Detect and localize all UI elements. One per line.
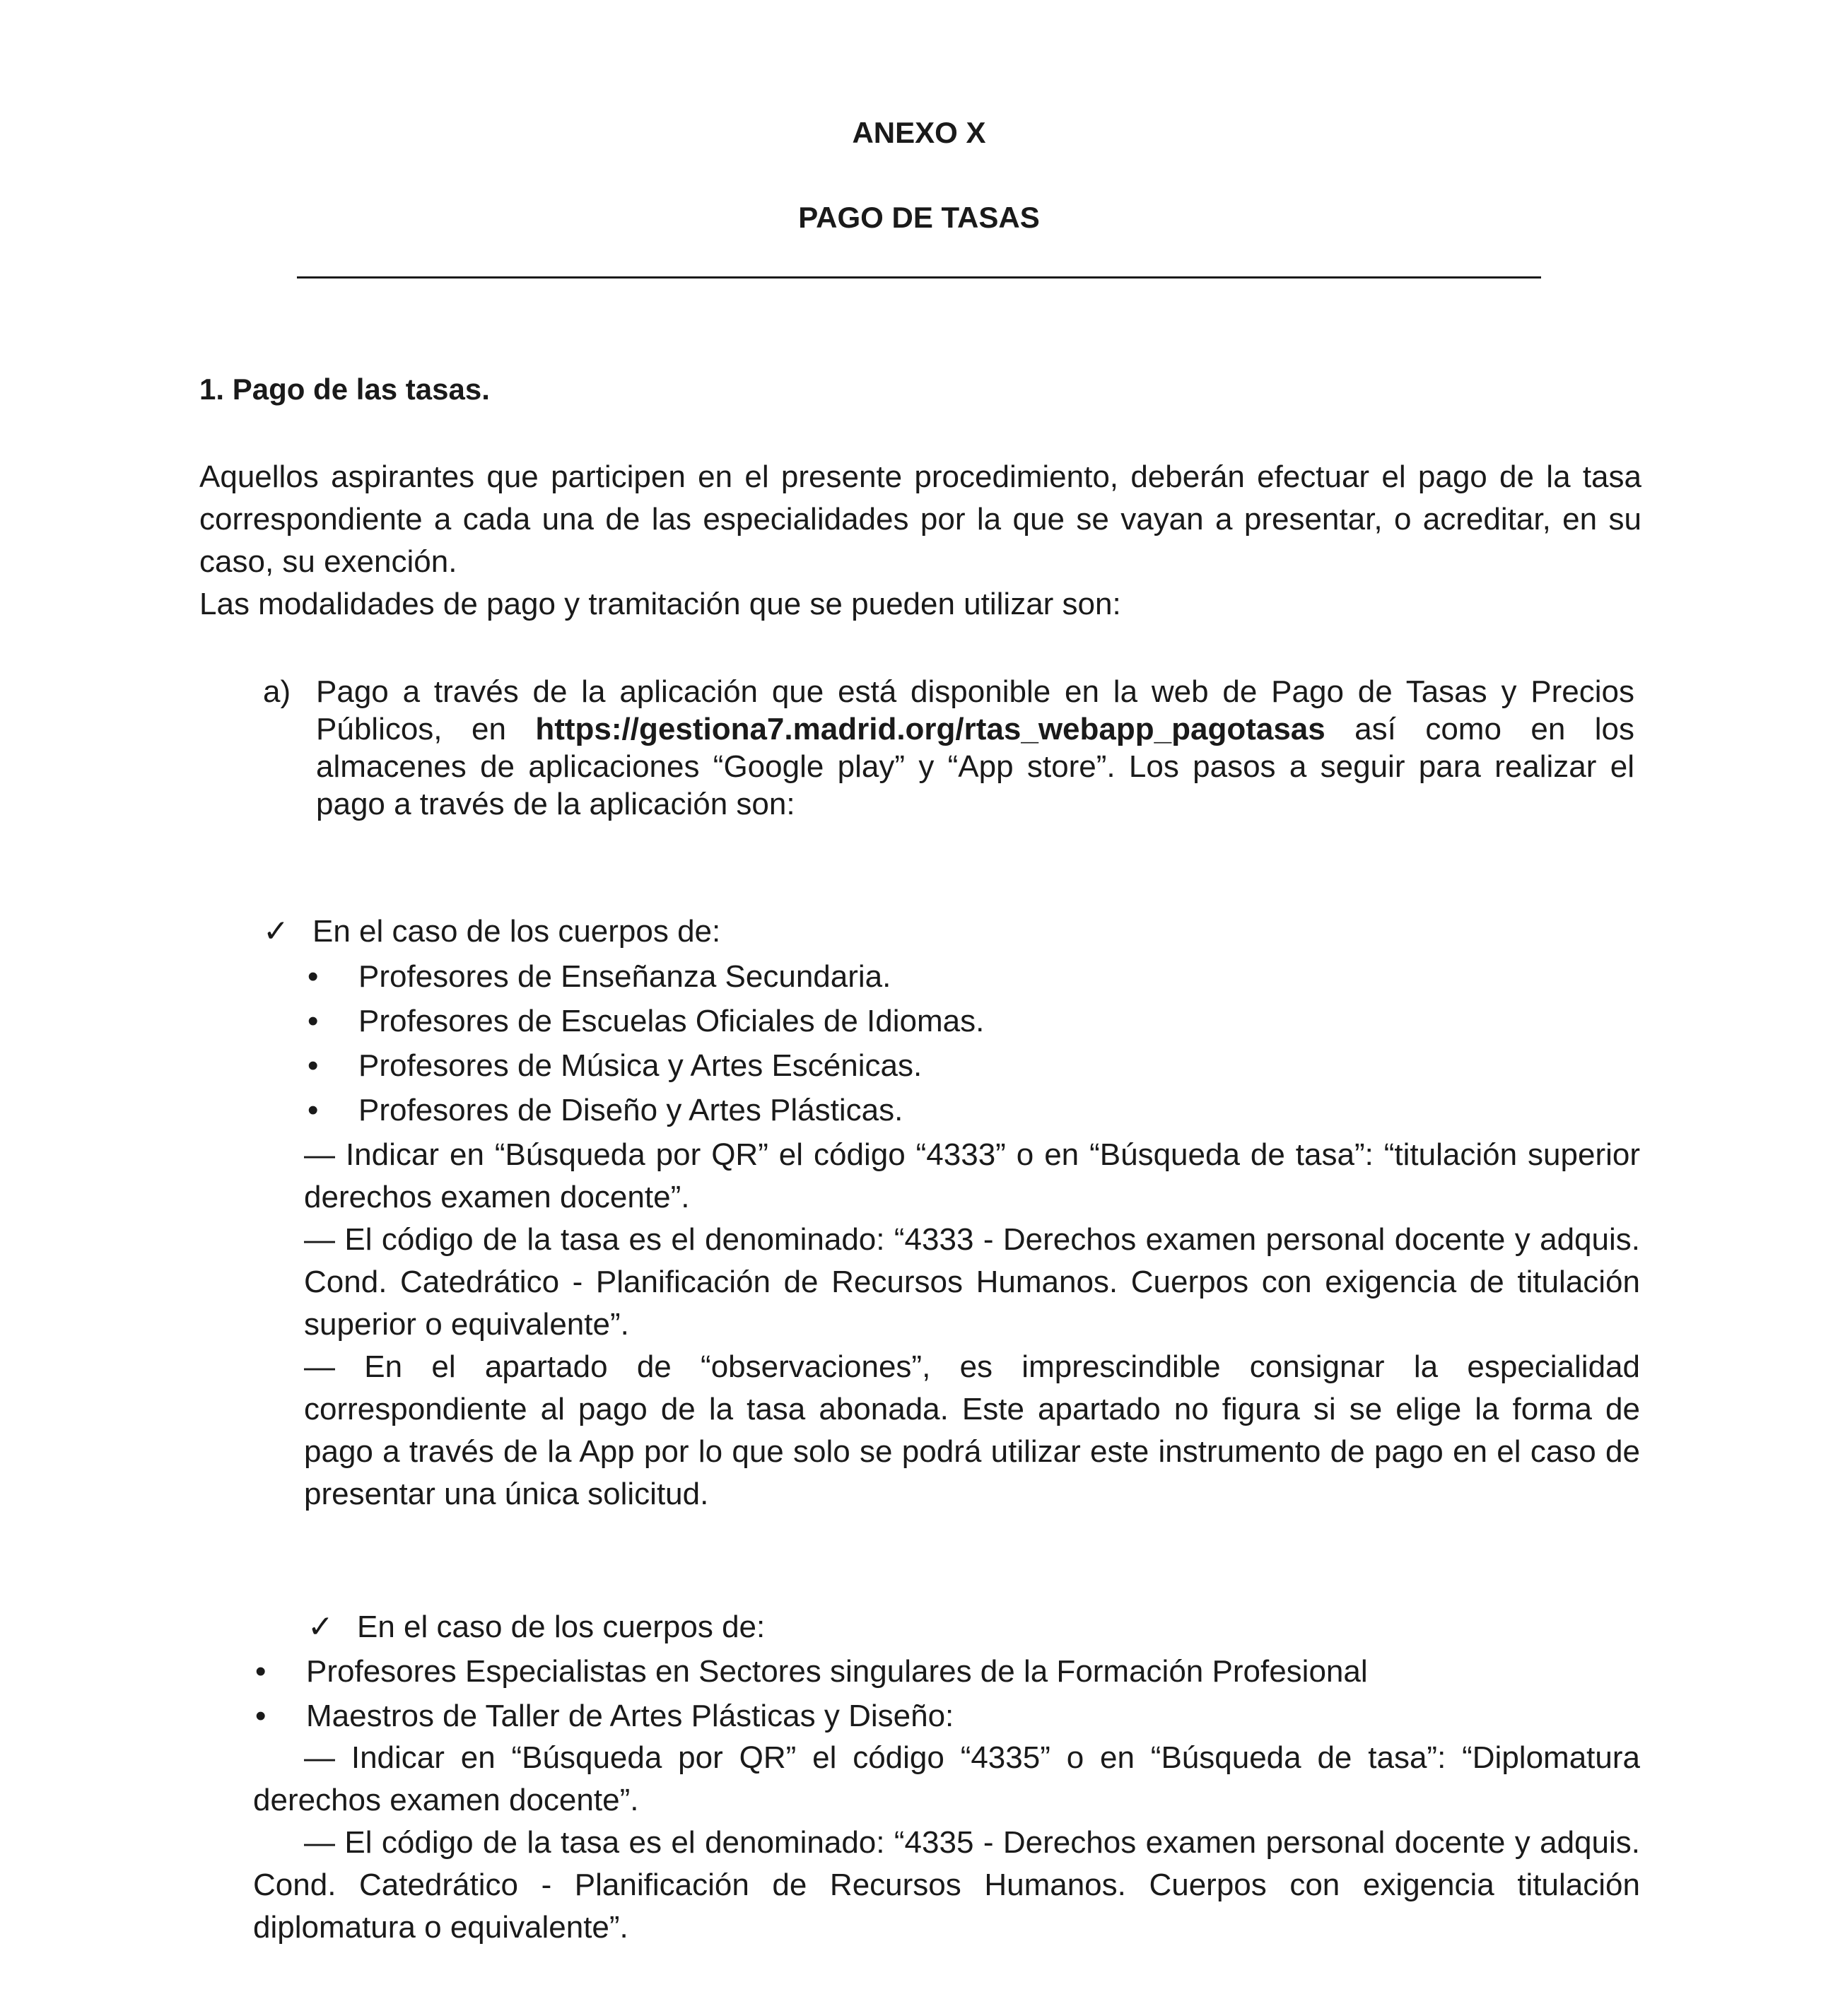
annex-title: ANEXO X	[852, 116, 986, 149]
list-marker-a: a)	[263, 674, 291, 709]
list-item-text: Profesores de Escuelas Oficiales de Idiomas.	[358, 1004, 985, 1038]
case2-label: En el caso de los cuerpos de:	[357, 1610, 766, 1644]
case1-label: En el caso de los cuerpos de:	[312, 914, 721, 949]
bullet-icon: •	[308, 959, 319, 994]
bullet-icon: •	[308, 1048, 319, 1083]
list-item	[308, 1000, 985, 1043]
case2-qr-instruction: — Indicar en “Búsqueda por QR” el código “4335” o en “Búsqueda de tasa”: “Diplomatura derechos examen docente”.	[253, 1740, 1640, 1817]
list-item	[255, 1695, 954, 1737]
option-a-text-before: Pago a través de la aplicación que está disponible en la web de Pago de Tasas y Precios Públicos, en	[316, 674, 1634, 746]
list-item-text: Profesores de Música y Artes Escénicas.	[358, 1048, 923, 1083]
list-item	[255, 1651, 1368, 1693]
modalities-text: Las modalidades de pago y tramitación que se pueden utilizar son:	[199, 587, 1121, 621]
list-item	[308, 956, 891, 998]
checkmark-icon: ✓	[263, 914, 289, 949]
section-heading: 1. Pago de las tasas.	[199, 373, 490, 406]
case2-instructions	[253, 1737, 1640, 1949]
case1-qr-instruction: — Indicar en “Búsqueda por QR” el código “4333” o en “Búsqueda de tasa”: “titulación superior derechos examen docente”.	[304, 1137, 1640, 1214]
bullet-icon: •	[255, 1654, 267, 1689]
payment-url-link[interactable]: https://gestiona7.madrid.org/rtas_webapp_pagotasas	[535, 712, 1325, 746]
list-item-text: Maestros de Taller de Artes Plásticas y Diseño:	[306, 1699, 954, 1733]
option-a-text-after: así como en los almacenes de aplicaciones “Google play” y “App store”. Los pasos a seguir para realizar el pago a través de la aplicación son:	[316, 712, 1634, 821]
case2-fee-code: — El código de la tasa es el denominado: “4335 - Derechos examen personal docente y adquis. Cond. Catedrático - Planificación de Recursos Humanos. Cuerpos con exigencia titulación diplomatura o equivalente”.	[253, 1825, 1640, 1945]
list-item-text: Profesores de Diseño y Artes Plásticas.	[358, 1093, 903, 1127]
case1-fee-code: — El código de la tasa es el denominado: “4333 - Derechos examen personal docente y adquis. Cond. Catedrático - Planificación de Recursos Humanos. Cuerpos con exigencia de titulación superior o equivalente”.	[304, 1222, 1640, 1342]
checkmark-icon: ✓	[308, 1610, 334, 1644]
case2-heading	[308, 1606, 765, 1648]
bullet-icon: •	[308, 1093, 319, 1127]
annex-subtitle: PAGO DE TASAS	[798, 201, 1040, 234]
list-item-text: Profesores Especialistas en Sectores singulares de la Formación Profesional	[306, 1654, 1368, 1689]
list-item	[308, 1045, 923, 1087]
title-divider	[297, 276, 1541, 279]
bullet-icon: •	[255, 1699, 267, 1733]
case1-observations-note: — En el apartado de “observaciones”, es imprescindible consignar la especialidad correspondiente al pago de la tasa abonada. Este apartado no figura si se elige la forma de pago a través de la App por lo que solo se podrá utilizar este instrumento de pago en el caso de presentar una única solicitud.	[304, 1349, 1640, 1511]
intro-text: Aquellos aspirantes que participen en el presente procedimiento, deberán efectuar el pago de la tasa correspondiente a cada una de las especialidades por la que se vayan a presentar, o acreditar, en su caso, su exención.	[199, 459, 1641, 579]
case1-heading	[263, 910, 720, 953]
case1-instructions	[304, 1134, 1640, 1516]
list-item-text: Profesores de Enseñanza Secundaria.	[358, 959, 891, 994]
list-item	[308, 1089, 903, 1132]
bullet-icon: •	[308, 1004, 319, 1038]
payment-option-a	[316, 673, 1634, 823]
intro-paragraph	[199, 456, 1641, 626]
